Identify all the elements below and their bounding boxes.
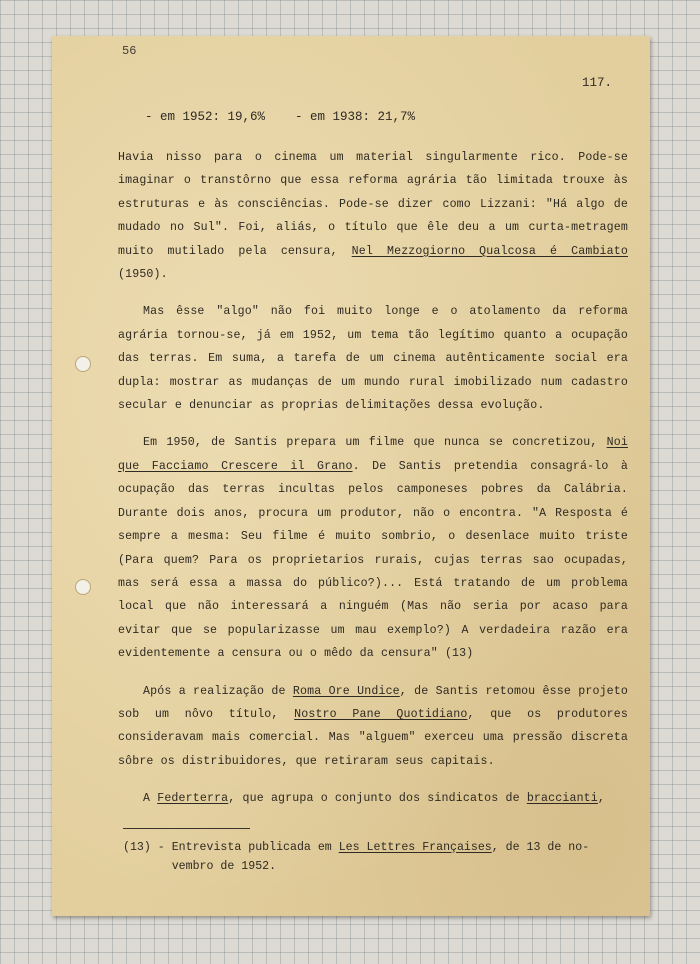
footnote-marker: (13) xyxy=(123,841,151,854)
footnote-rule xyxy=(123,828,250,829)
paragraph-text: , xyxy=(597,792,605,806)
footnote-text-before: - Entrevista publicada em xyxy=(150,841,339,854)
underlined-title: Noi que Facciamo Crescere il Grano xyxy=(118,436,628,473)
underlined-title: Nel Mezzogiorno Qualcosa é Cambiato xyxy=(351,244,628,258)
footnote-title: Les Lettres Françaises xyxy=(338,841,492,854)
paragraph-text: A xyxy=(143,792,158,806)
paragraph-5 xyxy=(118,787,628,810)
paragraph-text: . De Santis pretendia consagrá-lo à ocupação das terras incultas pelos camponeses pobres da Calábria. Durante dois anos, procura um produtor, não o encontra. "A Resposta é sempre a mesma: Seu filme é muito sombrio, o desenlace muito triste (Para quem? Para os proprietarios rurais, cujas terras sao ocupadas, mas será essa a massa do público?)... Está tratando de um problema local que não interessará a ninguém (Mas não seria por acaso para evitar que se popularizasse um mau exemplo?) A verdadeira razão era evidentemente a censura ou o mêdo da censura" (13) xyxy=(118,459,628,661)
paragraph-text: Mas êsse "algo" não foi muito longe e o atolamento da reforma agrária tornou-se, já em 1952, um tema tão legítimo quanto a ocupação das terras. Em suma, a tarefa de um cinema autênticamente social era dupla: mostrar as mudanças de um mundo rural imobilizado num cadastro secular e denunciar as proprias delimitações dessa evolução. xyxy=(118,305,628,413)
paragraph-text: Havia nisso para o cinema um material singularmente rico. Pode-se imaginar o transtôrno que essa reforma agrária tão limitada trouxe às estruturas e às consciências. Pode-se dizer como Lizzani: "Há algo de mudado no Sul". Foi, aliás, o título que êle deu a um curta-metragem muito mutilado pela censura, xyxy=(118,151,628,258)
page-number: 117. xyxy=(581,76,612,90)
underlined-title: Roma Ore Undice xyxy=(292,684,400,698)
paragraph-text: , de Santis retomou êsse projeto sob um nôvo título, xyxy=(118,684,628,721)
paragraph-3 xyxy=(118,431,628,665)
paragraph-text: Em 1950, de Santis prepara um filme que nunca se concretizou, xyxy=(143,436,607,450)
underlined-title: braccianti xyxy=(526,792,598,806)
corner-page-number: 56 xyxy=(122,44,137,58)
paragraph-2 xyxy=(118,300,628,417)
paragraph-text: , que os produtores consideravam mais comercial. Mas "alguem" exerceu uma pressão discreta sôbre os distribuidores, que retiraram seus capitais. xyxy=(118,707,628,768)
statistic-line: - em 1952: 19,6% - em 1938: 21,7% xyxy=(145,110,416,124)
footnote-text-after: , de 13 de no- vembro de 1952. xyxy=(171,841,590,873)
paragraph-text: (1950). xyxy=(118,268,168,282)
paragraph-1 xyxy=(118,146,628,286)
binder-hole xyxy=(75,579,91,595)
underlined-title: Nostro Pane Quotidiano xyxy=(294,707,468,721)
paragraph-text: Após a realização de xyxy=(143,684,293,698)
footnote xyxy=(123,838,613,876)
paragraph-text: , que agrupa o conjunto dos sindicatos de xyxy=(228,792,527,806)
paragraph-4 xyxy=(118,680,628,774)
typed-page xyxy=(52,36,650,916)
underlined-title: Federterra xyxy=(157,792,229,806)
binder-hole xyxy=(75,356,91,372)
body-text xyxy=(118,146,628,811)
